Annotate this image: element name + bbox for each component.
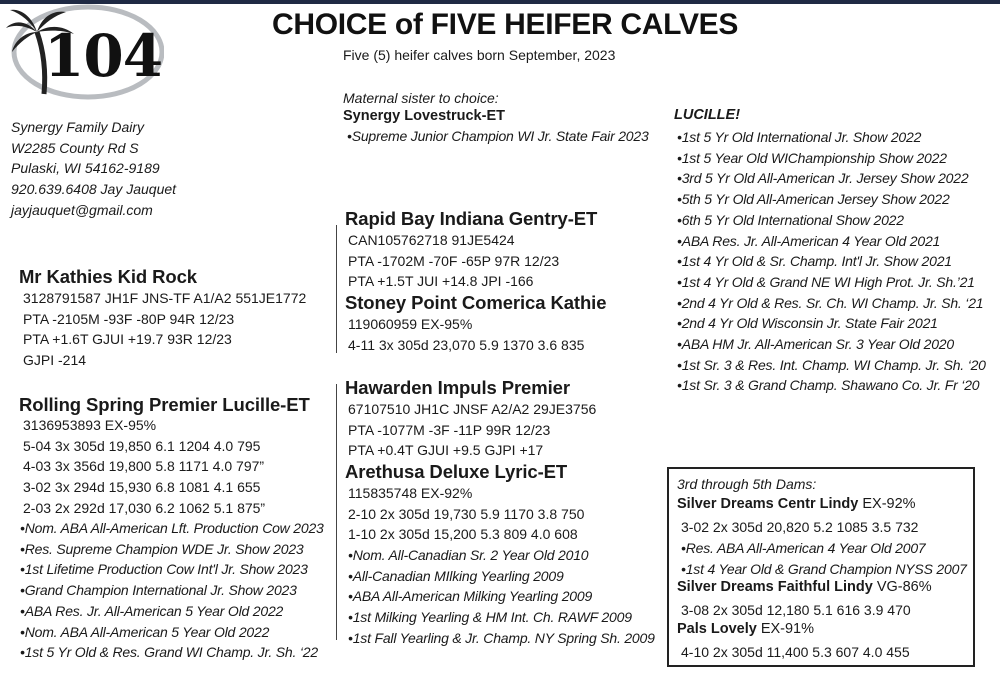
honor-item: •2nd 4 Yr Old & Res. Sr. Ch. WI Champ. Jr. Sh. ‘21 — [677, 294, 984, 311]
dam-sire-info — [348, 399, 596, 461]
dam-entry-score: EX-91% — [756, 621, 815, 637]
honor-item: •1st Sr. 3 & Res. Int. Champ. WI Champ. Jr. Sh. ‘20 — [677, 356, 986, 373]
dams-box — [667, 467, 975, 667]
dam-entry — [677, 579, 932, 595]
sire-sire-name: Rapid Bay Indiana Gentry-ET — [345, 208, 598, 229]
dam-entry-score: VG-86% — [872, 579, 932, 595]
info-line: PTA +1.5T JUI +14.8 JPI -166 — [348, 273, 534, 290]
info-line: GJPI -214 — [23, 352, 87, 369]
contact-phone: 920.639.6408 Jay Jauquet — [11, 181, 177, 198]
info-line: 67107510 JH1C JNSF A2/A2 29JE3756 — [348, 401, 597, 417]
info-line: PTA +0.4T GJUI +9.5 GJPI +17 — [348, 442, 544, 459]
lucille-heading: LUCILLE! — [674, 107, 741, 123]
dam-sire-name: Hawarden Impuls Premier — [345, 377, 570, 398]
info-line: PTA +1.6T GJUI +19.7 93R 12/23 — [23, 331, 232, 348]
honor-item: •1st Milking Yearling & HM Int. Ch. RAWF 2009 — [348, 609, 632, 626]
honor-item: •6th 5 Yr Old International Show 2022 — [677, 211, 904, 228]
dam-entry-name: Silver Dreams Centr Lindy — [677, 496, 859, 512]
dam-info — [23, 415, 265, 519]
honor-item: •Res. Supreme Champion WDE Jr. Show 2023 — [20, 540, 304, 557]
honor-item: •Nom. ABA All-American 5 Year Old 2022 — [20, 623, 270, 640]
dam-entry-info — [681, 517, 918, 538]
honor-item: •ABA Res. Jr. All-American 4 Year Old 2021 — [677, 232, 941, 249]
dam-entry-honors — [681, 538, 967, 579]
page-title: CHOICE of FIVE HEIFER CALVES — [272, 8, 739, 41]
record-line: 3-02 2x 305d 20,820 5.2 1085 3.5 732 — [681, 519, 919, 535]
contact-email[interactable]: jayjauquet@gmail.com — [11, 201, 153, 218]
lucille-honors — [677, 127, 986, 396]
sire-dam-info — [348, 314, 584, 355]
record-line: 3-08 2x 305d 12,180 5.1 616 3.9 470 — [681, 602, 911, 618]
honor-item: •Nom. ABA All-American Lft. Production Cow 2023 — [20, 520, 324, 536]
record-line: 4-10 2x 305d 11,400 5.3 607 4.0 455 — [681, 644, 910, 660]
honor-item: •2nd 4 Yr Old Wisconsin Jr. State Fair 2021 — [677, 315, 938, 332]
honor-item: •1st Lifetime Production Cow Int'l Jr. Show 2023 — [20, 561, 308, 578]
dam-honors — [20, 518, 324, 663]
honor-item: •1st 4 Yr Old & Grand NE WI High Prot. Jr. Sh.’21 — [677, 273, 975, 290]
sire-sire-info — [348, 230, 559, 292]
dam-entry-name: Silver Dreams Faithful Lindy — [677, 579, 873, 595]
sister-heading: Maternal sister to choice: — [343, 90, 499, 106]
record-line: 4-03 3x 356d 19,800 5.8 1171 4.0 797” — [23, 458, 265, 475]
dam-name: Rolling Spring Premier Lucille-ET — [19, 394, 310, 415]
sire-name: Mr Kathies Kid Rock — [19, 266, 197, 287]
info-line: 3136953893 EX-95% — [23, 417, 157, 433]
dam-entry-info — [681, 642, 910, 663]
honor-item: •1st 5 Yr Old International Jr. Show 2022 — [677, 129, 922, 145]
record-line: 4-11 3x 305d 23,070 5.9 1370 3.6 835 — [348, 336, 585, 353]
record-line: 1-10 2x 305d 15,200 5.3 809 4.0 608 — [348, 526, 578, 543]
info-line: 3128791587 JH1F JNS-TF A1/A2 551JE1772 — [23, 290, 307, 306]
dam-entry-info — [681, 600, 911, 621]
honor-item: •1st 5 Year Old WIChampionship Show 2022 — [677, 149, 947, 166]
info-line: CAN105762718 91JE5424 — [348, 232, 515, 248]
info-line: PTA -2105M -93F -80P 94R 12/23 — [23, 310, 235, 327]
page-subtitle: Five (5) heifer calves born September, 2023 — [343, 47, 616, 63]
contact-farm: Synergy Family Dairy — [11, 119, 145, 135]
dam-entry-name: Pals Lovely — [677, 621, 757, 637]
honor-item: •ABA All-American Milking Yearling 2009 — [348, 588, 593, 605]
honor-item: •All-Canadian MIlking Yearling 2009 — [348, 567, 564, 584]
dams-box-heading: 3rd through 5th Dams: — [677, 476, 817, 492]
honor-item: •ABA Res. Jr. All-American 5 Year Old 2022 — [20, 602, 284, 619]
dam-dam-info — [348, 483, 584, 545]
honor-item: •1st Sr. 3 & Grand Champ. Shawano Co. Jr. Fr ‘20 — [677, 377, 980, 394]
dam-entry-score: EX-92% — [858, 496, 916, 512]
honor-item: •Grand Champion International Jr. Show 2023 — [20, 582, 297, 599]
pedigree-bracket-line — [336, 384, 337, 640]
lot-number: 104 — [44, 22, 163, 90]
honor-item: •1st Fall Yearling & Jr. Champ. NY Spring Sh. 2009 — [348, 629, 655, 646]
dam-dam-name: Arethusa Deluxe Lyric-ET — [345, 461, 568, 482]
dam-entry — [677, 496, 916, 512]
pedigree-bracket-line — [336, 225, 337, 353]
contact-city: Pulaski, WI 54162-9189 — [11, 160, 160, 177]
record-line: 5-04 3x 305d 19,850 6.1 1204 4.0 795 — [23, 437, 261, 454]
contact-address: W2285 County Rd S — [11, 139, 139, 156]
info-line: PTA -1702M -70F -65P 97R 12/23 — [348, 252, 560, 269]
consignor-contact — [11, 117, 176, 221]
honor-item: •ABA HM Jr. All-American Sr. 3 Year Old 2020 — [677, 336, 954, 353]
sister-honor: •Supreme Junior Champion WI Jr. State Fair 2023 — [347, 128, 649, 144]
sire-info — [23, 288, 306, 371]
dam-entry — [677, 621, 814, 637]
record-line: 3-02 3x 294d 15,930 6.8 1081 4.1 655 — [23, 479, 261, 496]
honor-item: •1st 4 Yr Old & Sr. Champ. Int'l Jr. Show 2021 — [677, 253, 952, 270]
honor-item: •3rd 5 Yr Old All-American Jr. Jersey Show 2022 — [677, 170, 969, 187]
honor-item: •Res. ABA All-American 4 Year Old 2007 — [681, 540, 926, 556]
record-line: 2-10 2x 305d 19,730 5.9 1170 3.8 750 — [348, 505, 585, 522]
honor-item: •5th 5 Yr Old All-American Jersey Show 2022 — [677, 191, 950, 208]
record-line: 2-03 2x 292d 17,030 6.2 1062 5.1 875” — [23, 499, 266, 516]
dam-dam-honors — [348, 545, 655, 649]
honor-item: •1st 4 Year Old & Grand Champion NYSS 2007 — [681, 560, 967, 577]
honor-item: •Nom. All-Canadian Sr. 2 Year Old 2010 — [348, 547, 589, 563]
info-line: 115835748 EX-92% — [348, 485, 473, 501]
info-line: 119060959 EX-95% — [348, 316, 473, 332]
sire-dam-name: Stoney Point Comerica Kathie — [345, 292, 607, 313]
honor-item: •1st 5 Yr Old & Res. Grand WI Champ. Jr. Sh. ‘22 — [20, 644, 318, 661]
info-line: PTA -1077M -3F -11P 99R 12/23 — [348, 421, 551, 438]
sister-name: Synergy Lovestruck-ET — [343, 108, 505, 124]
